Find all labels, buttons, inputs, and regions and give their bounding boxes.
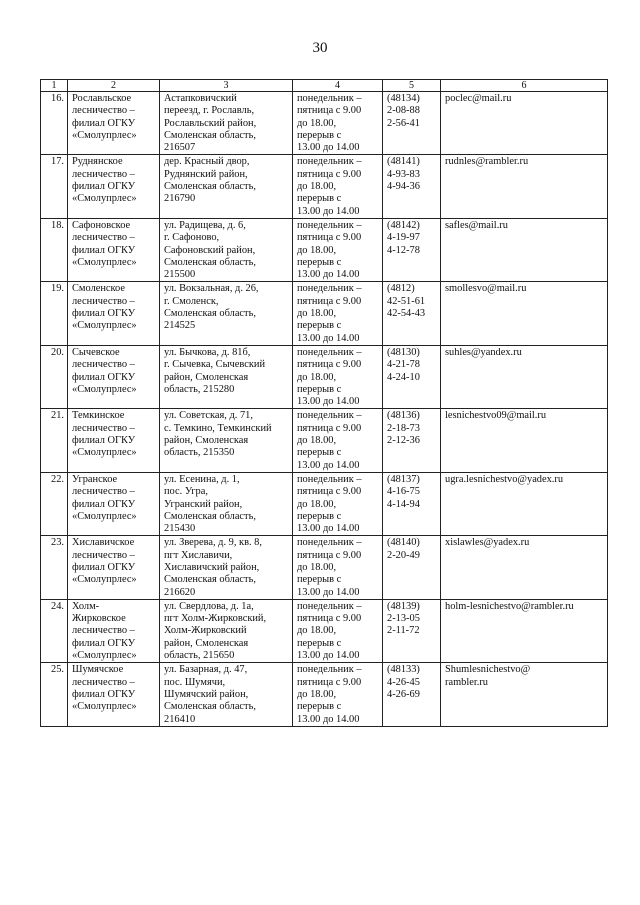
phone-line: 2-11-72 xyxy=(387,625,420,637)
office-name-line: Темкинское xyxy=(72,410,125,422)
email-line[interactable]: rambler.ru xyxy=(445,676,488,688)
address-line: ул. Есенина, д. 1, xyxy=(164,473,240,485)
office-name-line: Угранское xyxy=(72,473,118,485)
email-cell xyxy=(441,92,608,155)
column-header: 5 xyxy=(383,80,441,92)
row-number-cell: 21. xyxy=(41,409,68,472)
working-hours-line: 13.00 до 14.00 xyxy=(297,713,360,725)
address-line: Смоленская область, xyxy=(164,308,256,320)
office-name-line: лесничество – xyxy=(72,295,135,307)
phone-line: (48142) xyxy=(387,219,420,231)
office-name-cell xyxy=(68,409,160,472)
working-hours-line: перерыв с xyxy=(297,701,342,713)
phone-line: (48130) xyxy=(387,346,420,358)
address-cell xyxy=(160,345,293,408)
column-header: 1 xyxy=(41,80,68,92)
table-row xyxy=(41,218,608,281)
office-name-line: «Смолупрлес» xyxy=(72,256,137,268)
email-cell xyxy=(441,536,608,599)
column-header: 6 xyxy=(441,80,608,92)
office-name-line: филиал ОГКУ xyxy=(72,308,136,320)
phone-line: (4812) xyxy=(387,283,415,295)
address-line: Угранский район, xyxy=(164,498,243,510)
office-name-line: лесничество – xyxy=(72,549,135,561)
address-line: 216620 xyxy=(164,586,196,598)
office-name-line: Хиславичское xyxy=(72,537,135,549)
address-line: ул. Свердлова, д. 1а, xyxy=(164,600,254,612)
table-body xyxy=(41,92,608,727)
address-line: ул. Радищева, д. 6, xyxy=(164,219,246,231)
working-hours-line: понедельник – xyxy=(297,664,362,676)
address-line: с. Темкино, Темкинский xyxy=(164,422,272,434)
phone-cell xyxy=(383,663,441,726)
address-cell xyxy=(160,282,293,345)
phone-cell xyxy=(383,345,441,408)
address-line: Холм-Жирковский xyxy=(164,625,247,637)
email-cell xyxy=(441,155,608,218)
working-hours-line: до 18.00, xyxy=(297,181,337,193)
address-line: Смоленская область, xyxy=(164,701,256,713)
office-name-line: лесничество – xyxy=(72,105,135,117)
office-name-line: Жирковское xyxy=(72,613,126,625)
email-line[interactable]: holm-lesnichestvo@rambler.ru xyxy=(445,600,574,612)
office-name-line: Сафоновское xyxy=(72,219,131,231)
email-cell xyxy=(441,282,608,345)
working-hours-line: до 18.00, xyxy=(297,498,337,510)
address-line: пгт Холм-Жирковский, xyxy=(164,613,267,625)
row-number-cell: 22. xyxy=(41,472,68,535)
page-number: 30 xyxy=(312,40,328,56)
phone-cell xyxy=(383,92,441,155)
working-hours-cell xyxy=(293,472,383,535)
phone-line: (48134) xyxy=(387,93,420,104)
email-line[interactable]: Shumlesnichestvo@ xyxy=(445,664,531,676)
office-name-line: «Смолупрлес» xyxy=(72,650,137,662)
office-name-line: лесничество – xyxy=(72,232,135,244)
address-line: ул. Бычкова, д. 81б, xyxy=(164,346,251,358)
address-line: 216507 xyxy=(164,142,196,154)
working-hours-line: понедельник – xyxy=(297,537,362,549)
working-hours-line: пятница с 9.00 xyxy=(297,168,362,180)
working-hours-line: перерыв с xyxy=(297,193,342,205)
phone-line: (48141) xyxy=(387,156,420,168)
phone-line: 4-12-78 xyxy=(387,244,420,256)
office-name-cell xyxy=(68,345,160,408)
working-hours-line: перерыв с xyxy=(297,637,342,649)
phone-line: 4-26-69 xyxy=(387,688,420,700)
office-name-cell xyxy=(68,599,160,662)
working-hours-line: пятница с 9.00 xyxy=(297,676,362,688)
phone-line: 42-51-61 xyxy=(387,295,426,307)
phone-line: 42-54-43 xyxy=(387,308,426,320)
office-name-line: лесничество – xyxy=(72,676,135,688)
address-line: Рославльский район, xyxy=(164,117,257,129)
office-name-line: «Смолупрлес» xyxy=(72,193,137,205)
email-line[interactable]: suhles@yandex.ru xyxy=(445,346,522,358)
column-header: 2 xyxy=(68,80,160,92)
working-hours-line: пятница с 9.00 xyxy=(297,105,362,117)
address-line: Смоленская область, xyxy=(164,256,256,268)
office-name-line: филиал ОГКУ xyxy=(72,117,136,129)
address-line: дер. Красный двор, xyxy=(164,156,250,168)
working-hours-line: понедельник – xyxy=(297,600,362,612)
row-number-cell: 16. xyxy=(41,92,68,155)
working-hours-line: 13.00 до 14.00 xyxy=(297,269,360,281)
office-name-line: «Смолупрлес» xyxy=(72,701,137,713)
working-hours-line: пятница с 9.00 xyxy=(297,549,362,561)
phone-line: 4-21-78 xyxy=(387,359,420,371)
phone-line: 4-93-83 xyxy=(387,168,420,180)
address-line: ул. Вокзальная, д. 26, xyxy=(164,283,259,295)
phone-line: (48140) xyxy=(387,537,420,549)
email-cell xyxy=(441,472,608,535)
address-line: ул. Базарная, д. 47, xyxy=(164,664,248,676)
email-cell xyxy=(441,409,608,472)
phone-cell xyxy=(383,472,441,535)
address-cell xyxy=(160,218,293,281)
working-hours-cell xyxy=(293,663,383,726)
address-line: переезд, г. Рославль, xyxy=(164,105,255,117)
column-header: 4 xyxy=(293,80,383,92)
office-name-line: Рославльское xyxy=(72,93,132,104)
phone-line: 4-19-97 xyxy=(387,232,420,244)
working-hours-line: понедельник – xyxy=(297,93,362,104)
working-hours-line: до 18.00, xyxy=(297,625,337,637)
address-line: район, Смоленская xyxy=(164,637,249,649)
working-hours-line: 13.00 до 14.00 xyxy=(297,459,360,471)
working-hours-line: понедельник – xyxy=(297,410,362,422)
address-line: 216410 xyxy=(164,713,196,725)
address-cell xyxy=(160,536,293,599)
office-name-line: лесничество – xyxy=(72,486,135,498)
phone-cell xyxy=(383,155,441,218)
address-cell xyxy=(160,599,293,662)
working-hours-line: 13.00 до 14.00 xyxy=(297,650,360,662)
phone-line: 4-14-94 xyxy=(387,498,420,510)
table-row xyxy=(41,92,608,155)
address-line: г. Смоленск, xyxy=(164,295,219,307)
office-name-line: «Смолупрлес» xyxy=(72,129,137,141)
address-line: Смоленская область, xyxy=(164,181,256,193)
table-row xyxy=(41,409,608,472)
working-hours-line: пятница с 9.00 xyxy=(297,359,362,371)
address-line: Шумячский район, xyxy=(164,688,249,700)
phone-line: 2-08-88 xyxy=(387,105,420,117)
office-name-line: лесничество – xyxy=(72,625,135,637)
address-line: Смоленская область, xyxy=(164,574,256,586)
working-hours-line: перерыв с xyxy=(297,510,342,522)
address-line: пос. Шумячи, xyxy=(164,676,226,688)
working-hours-cell xyxy=(293,409,383,472)
working-hours-cell xyxy=(293,218,383,281)
working-hours-line: пятница с 9.00 xyxy=(297,422,362,434)
office-name-line: «Смолупрлес» xyxy=(72,510,137,522)
address-cell xyxy=(160,155,293,218)
office-name-line: «Смолупрлес» xyxy=(72,320,137,332)
office-name-line: филиал ОГКУ xyxy=(72,688,136,700)
office-name-line: филиал ОГКУ xyxy=(72,435,136,447)
email-line[interactable]: poclec@mail.ru xyxy=(445,93,512,104)
address-cell xyxy=(160,409,293,472)
office-name-line: филиал ОГКУ xyxy=(72,181,136,193)
column-number-row xyxy=(41,80,608,92)
working-hours-cell xyxy=(293,92,383,155)
forestry-offices-table xyxy=(40,79,608,727)
address-line: г. Сафоново, xyxy=(164,232,220,244)
office-name-line: Холм- xyxy=(72,600,100,612)
office-name-cell xyxy=(68,155,160,218)
working-hours-line: перерыв с xyxy=(297,383,342,395)
table-row xyxy=(41,472,608,535)
office-name-line: Смоленское xyxy=(72,283,125,295)
phone-line: 2-12-36 xyxy=(387,435,420,447)
office-name-line: «Смолупрлес» xyxy=(72,574,137,586)
address-line: 216790 xyxy=(164,193,196,205)
address-line: 215500 xyxy=(164,269,196,281)
working-hours-cell xyxy=(293,155,383,218)
working-hours-cell xyxy=(293,599,383,662)
address-line: ул. Зверева, д. 9, кв. 8, xyxy=(164,537,262,549)
working-hours-line: 13.00 до 14.00 xyxy=(297,523,360,535)
address-cell xyxy=(160,472,293,535)
working-hours-line: пятница с 9.00 xyxy=(297,486,362,498)
address-line: область, 215350 xyxy=(164,447,235,459)
address-line: Астапковичский xyxy=(164,93,237,104)
row-number-cell: 20. xyxy=(41,345,68,408)
table-row xyxy=(41,599,608,662)
office-name-line: филиал ОГКУ xyxy=(72,561,136,573)
email-line[interactable]: safles@mail.ru xyxy=(445,219,508,231)
phone-line: 2-13-05 xyxy=(387,613,420,625)
email-line[interactable]: lesnichestvo09@mail.ru xyxy=(445,410,547,422)
address-line: Хиславичский район, xyxy=(164,561,260,573)
working-hours-line: 13.00 до 14.00 xyxy=(297,586,360,598)
row-number-cell: 24. xyxy=(41,599,68,662)
phone-line: 2-20-49 xyxy=(387,549,420,561)
working-hours-line: 13.00 до 14.00 xyxy=(297,332,360,344)
working-hours-line: понедельник – xyxy=(297,473,362,485)
email-cell xyxy=(441,218,608,281)
working-hours-line: до 18.00, xyxy=(297,561,337,573)
working-hours-line: понедельник – xyxy=(297,219,362,231)
phone-line: 2-56-41 xyxy=(387,117,420,129)
email-line[interactable]: xislawles@yadex.ru xyxy=(445,537,530,549)
phone-line: 4-24-10 xyxy=(387,371,420,383)
working-hours-line: 13.00 до 14.00 xyxy=(297,142,360,154)
address-line: район, Смоленская xyxy=(164,435,249,447)
office-name-line: «Смолупрлес» xyxy=(72,383,137,395)
office-name-cell xyxy=(68,472,160,535)
table-row xyxy=(41,345,608,408)
row-number-cell: 23. xyxy=(41,536,68,599)
office-name-line: филиал ОГКУ xyxy=(72,637,136,649)
address-line: область, 215280 xyxy=(164,383,235,395)
working-hours-line: 13.00 до 14.00 xyxy=(297,396,360,408)
row-number-cell: 19. xyxy=(41,282,68,345)
working-hours-line: пятница с 9.00 xyxy=(297,232,362,244)
working-hours-line: перерыв с xyxy=(297,320,342,332)
address-line: пос. Угра, xyxy=(164,486,208,498)
email-cell xyxy=(441,599,608,662)
working-hours-cell xyxy=(293,282,383,345)
office-name-cell xyxy=(68,218,160,281)
working-hours-line: до 18.00, xyxy=(297,308,337,320)
working-hours-line: до 18.00, xyxy=(297,244,337,256)
address-line: г. Сычевка, Сычевский xyxy=(164,359,266,371)
office-name-line: Сычевское xyxy=(72,346,120,358)
office-name-line: Руднянское xyxy=(72,156,123,168)
address-line: район, Смоленская xyxy=(164,371,249,383)
office-name-cell xyxy=(68,536,160,599)
phone-line: (48136) xyxy=(387,410,420,422)
office-name-cell xyxy=(68,92,160,155)
address-line: Сафоновский район, xyxy=(164,244,256,256)
address-line: 215430 xyxy=(164,523,196,535)
row-number-cell: 17. xyxy=(41,155,68,218)
phone-cell xyxy=(383,282,441,345)
table-row xyxy=(41,155,608,218)
office-name-line: филиал ОГКУ xyxy=(72,371,136,383)
row-number-cell: 18. xyxy=(41,218,68,281)
phone-line: (48137) xyxy=(387,473,420,485)
address-line: Смоленская область, xyxy=(164,510,256,522)
office-name-line: филиал ОГКУ xyxy=(72,244,136,256)
address-line: ул. Советская, д. 71, xyxy=(164,410,253,422)
phone-line: (48139) xyxy=(387,600,420,612)
address-line: Руднянский район, xyxy=(164,168,248,180)
working-hours-line: перерыв с xyxy=(297,447,342,459)
email-line[interactable]: ugra.lesnichestvo@yadex.ru xyxy=(445,473,564,485)
email-line[interactable]: smollesvo@mail.ru xyxy=(445,283,527,295)
working-hours-line: до 18.00, xyxy=(297,435,337,447)
address-line: Смоленская область, xyxy=(164,129,256,141)
address-cell xyxy=(160,663,293,726)
working-hours-cell xyxy=(293,536,383,599)
working-hours-line: перерыв с xyxy=(297,574,342,586)
working-hours-line: 13.00 до 14.00 xyxy=(297,205,360,217)
office-name-line: «Смолупрлес» xyxy=(72,447,137,459)
working-hours-line: до 18.00, xyxy=(297,371,337,383)
office-name-line: лесничество – xyxy=(72,359,135,371)
address-line: 214525 xyxy=(164,320,196,332)
working-hours-cell xyxy=(293,345,383,408)
phone-line: 2-18-73 xyxy=(387,422,420,434)
office-name-line: Шумячское xyxy=(72,664,124,676)
phone-cell xyxy=(383,536,441,599)
email-line[interactable]: rudnles@rambler.ru xyxy=(445,156,529,168)
column-header: 3 xyxy=(160,80,293,92)
office-name-cell xyxy=(68,663,160,726)
table-row xyxy=(41,536,608,599)
working-hours-line: перерыв с xyxy=(297,129,342,141)
email-cell xyxy=(441,345,608,408)
office-name-line: лесничество – xyxy=(72,168,135,180)
phone-line: (48133) xyxy=(387,664,420,676)
working-hours-line: пятница с 9.00 xyxy=(297,613,362,625)
working-hours-line: до 18.00, xyxy=(297,688,337,700)
row-number-cell: 25. xyxy=(41,663,68,726)
working-hours-line: понедельник – xyxy=(297,283,362,295)
working-hours-line: пятница с 9.00 xyxy=(297,295,362,307)
working-hours-line: перерыв с xyxy=(297,256,342,268)
phone-cell xyxy=(383,599,441,662)
phone-line: 4-26-45 xyxy=(387,676,420,688)
phone-line: 4-16-75 xyxy=(387,486,420,498)
table-row xyxy=(41,663,608,726)
phone-line: 4-94-36 xyxy=(387,181,420,193)
table-row xyxy=(41,282,608,345)
address-cell xyxy=(160,92,293,155)
working-hours-line: до 18.00, xyxy=(297,117,337,129)
office-name-line: филиал ОГКУ xyxy=(72,498,136,510)
working-hours-line: понедельник – xyxy=(297,346,362,358)
office-name-line: лесничество – xyxy=(72,422,135,434)
phone-cell xyxy=(383,218,441,281)
office-name-cell xyxy=(68,282,160,345)
phone-cell xyxy=(383,409,441,472)
address-line: область, 215650 xyxy=(164,650,235,662)
working-hours-line: понедельник – xyxy=(297,156,362,168)
address-line: пгт Хиславичи, xyxy=(164,549,233,561)
email-cell xyxy=(441,663,608,726)
